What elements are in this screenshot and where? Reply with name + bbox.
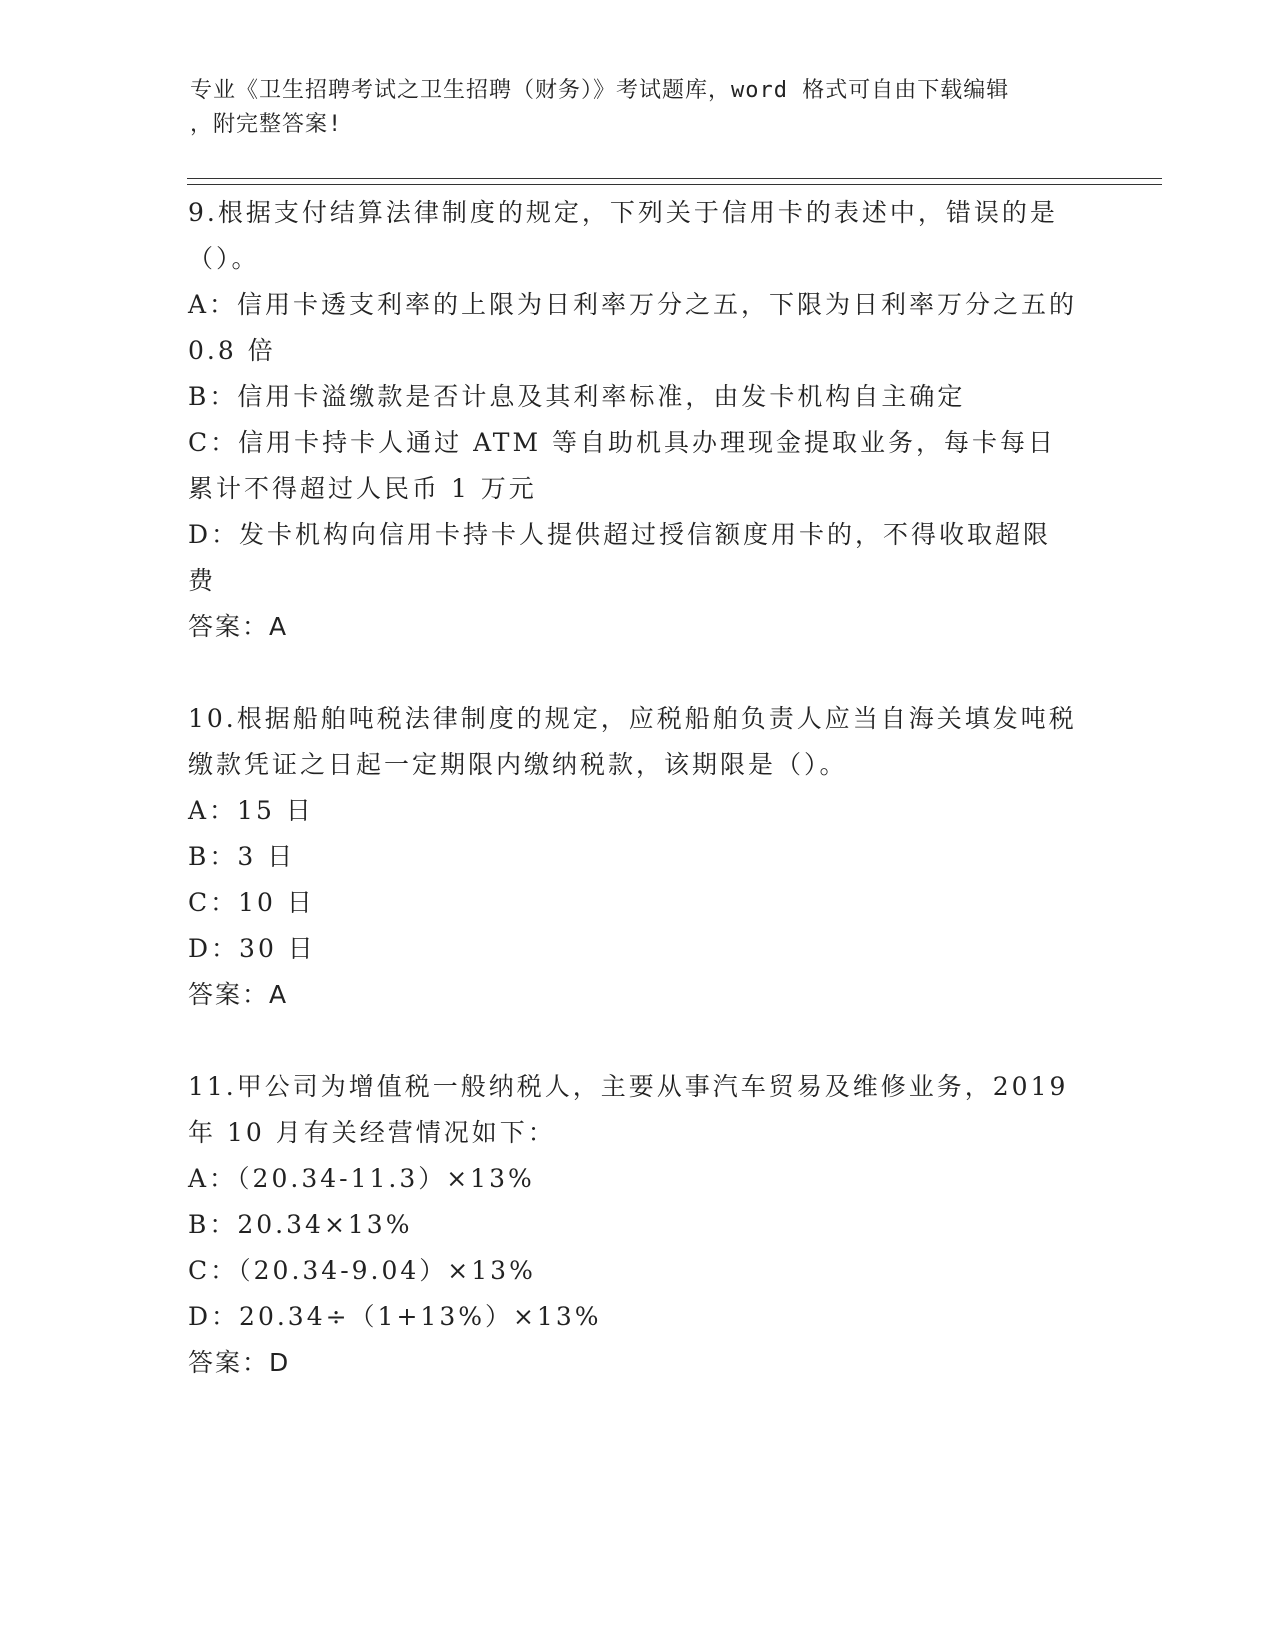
- answer-label: 答案：A: [188, 980, 289, 1009]
- option-b: B：信用卡溢缴款是否计息及其利率标准，由发卡机构自主确定: [188, 382, 966, 411]
- header-divider-top: [187, 178, 1162, 179]
- header-divider-bottom: [187, 184, 1162, 185]
- option-d: D：30 日: [188, 934, 316, 963]
- question-text: 9.根据支付结算法律制度的规定，下列关于信用卡的表述中，错误的是（）。: [188, 198, 1058, 273]
- header-line-1: 专业《卫生招聘考试之卫生招聘（财务）》考试题库，word 格式可自由下载编辑: [190, 78, 1010, 103]
- option-b: B：3 日: [188, 842, 296, 871]
- document-header: [190, 74, 1070, 142]
- option-a: A：15 日: [188, 796, 314, 825]
- answer-label: 答案：D: [188, 1348, 291, 1377]
- option-c: C：（20.34-9.04）×13%: [188, 1256, 536, 1285]
- question-spacer: [188, 1018, 1078, 1064]
- question-11: [188, 1064, 1078, 1386]
- option-d: D：20.34÷（1+13%）×13%: [188, 1302, 602, 1331]
- option-a: A：信用卡透支利率的上限为日利率万分之五，下限为日利率万分之五的 0.8 倍: [188, 290, 1078, 365]
- option-c: C：信用卡持卡人通过 ATM 等自助机具办理现金提取业务，每卡每日累计不得超过人民币 1 万元: [188, 428, 1056, 503]
- option-d: D：发卡机构向信用卡持卡人提供超过授信额度用卡的，不得收取超限费: [188, 520, 1052, 595]
- question-text: 11.甲公司为增值税一般纳税人，主要从事汽车贸易及维修业务，2019 年 10 月有关经营情况如下：: [188, 1072, 1069, 1147]
- question-text: 10.根据船舶吨税法律制度的规定，应税船舶负责人应当自海关填发吨税缴款凭证之日起一定期限内缴纳税款，该期限是（）。: [188, 704, 1077, 779]
- answer-label: 答案：A: [188, 612, 289, 641]
- option-c: C：10 日: [188, 888, 315, 917]
- option-b: B：20.34×13%: [188, 1210, 413, 1239]
- question-list: [188, 190, 1078, 1386]
- question-spacer: [188, 650, 1078, 696]
- header-line-2: ，附完整答案!: [190, 112, 343, 137]
- question-10: [188, 696, 1078, 1018]
- question-9: [188, 190, 1078, 650]
- option-a: A：（20.34-11.3）×13%: [188, 1164, 535, 1193]
